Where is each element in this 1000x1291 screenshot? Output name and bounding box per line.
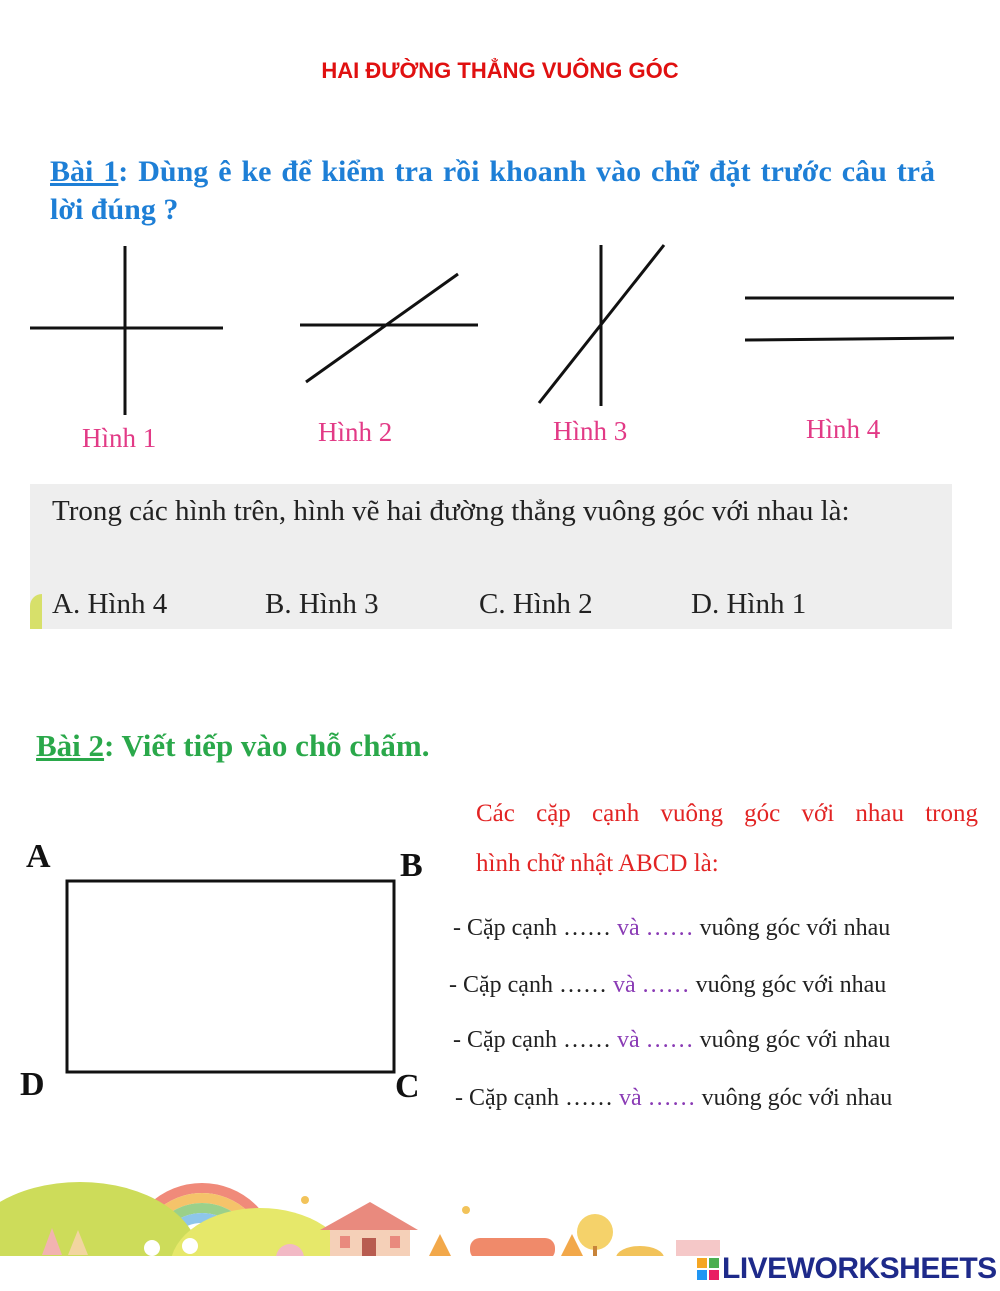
figure-3-label: Hình 3: [553, 416, 628, 446]
page-title: HAI ĐƯỜNG THẲNG VUÔNG GÓC: [321, 58, 679, 83]
flower-icon: [182, 1238, 198, 1254]
pair-row-2-suffix: vuông góc với nhau: [689, 972, 887, 998]
flower-icon: [144, 1240, 160, 1256]
exercise-2-instruction: : Viết tiếp vào chỗ chấm.: [104, 728, 430, 763]
vertex-a: A: [26, 838, 51, 875]
pair-row-4-suffix: vuông góc với nhau: [695, 1085, 893, 1111]
vertex-b: B: [400, 847, 423, 884]
pair-row-2: [449, 972, 886, 999]
rectangle-abcd: [0, 860, 440, 1090]
landscape-decoration: [0, 1160, 1000, 1260]
branding-text[interactable]: LIVEWORKSHEETS: [722, 1252, 997, 1285]
decoration-leaf: [30, 594, 42, 629]
pair-row-1-prefix: - Cặp cạnh ……: [453, 915, 617, 941]
pair-row-4-connector: và ……: [618, 1085, 696, 1111]
pair-row-2-connector: và ……: [612, 972, 690, 998]
bee-icon: [301, 1196, 309, 1204]
house-icon: [320, 1202, 418, 1260]
exercise-2-heading: [36, 728, 430, 764]
rectangle-shape: [67, 881, 394, 1072]
tree-icon: [577, 1214, 613, 1250]
figure-4-label: Hình 4: [806, 414, 881, 444]
option-a[interactable]: A. Hình 4: [52, 588, 168, 620]
pair-row-3-prefix: - Cặp cạnh ……: [453, 1027, 617, 1053]
option-c[interactable]: C. Hình 2: [479, 588, 593, 620]
exercise-2-label: Bài 2: [36, 728, 105, 763]
liveworksheets-logo-icon: [697, 1258, 719, 1280]
exercise-1-instruction: : Dùng ê ke để kiểm tra rồi khoanh vào chữ đặt trước câu trả lời đúng ?: [50, 155, 935, 226]
pair-row-4-prefix: - Cặp cạnh ……: [455, 1085, 619, 1111]
prompt-line-1: Các cặp cạnh vuông góc với nhau trong: [476, 800, 978, 827]
tree-icon: [428, 1234, 452, 1258]
pair-row-3-suffix: vuông góc với nhau: [693, 1027, 891, 1053]
bee-icon: [462, 1206, 470, 1214]
option-d[interactable]: D. Hình 1: [691, 588, 807, 620]
option-b[interactable]: B. Hình 3: [265, 588, 379, 620]
figure-2-label: Hình 2: [318, 417, 393, 447]
exercise-1-label: Bài 1: [50, 155, 119, 188]
vertex-c: C: [395, 1068, 420, 1105]
vertex-d: D: [20, 1066, 45, 1103]
figure-2-slanted-line: [306, 274, 458, 382]
pair-row-4: [455, 1085, 892, 1112]
pair-row-2-prefix: - Cặp cạnh ……: [449, 972, 613, 998]
pair-row-1-connector: và ……: [616, 915, 694, 941]
pair-row-1: [453, 915, 890, 942]
figure-1-label: Hình 1: [82, 423, 157, 453]
prompt-line-2: hình chữ nhật ABCD là:: [476, 850, 719, 877]
pair-row-3: [453, 1027, 890, 1054]
pair-row-1-suffix: vuông góc với nhau: [693, 915, 891, 941]
figures-drawing: [0, 0, 1000, 470]
question-text: Trong các hình trên, hình vẽ hai đường thẳng vuông góc với nhau là:: [52, 495, 850, 527]
pair-row-3-connector: và ……: [616, 1027, 694, 1053]
figure-4-bottom-line: [745, 338, 954, 340]
